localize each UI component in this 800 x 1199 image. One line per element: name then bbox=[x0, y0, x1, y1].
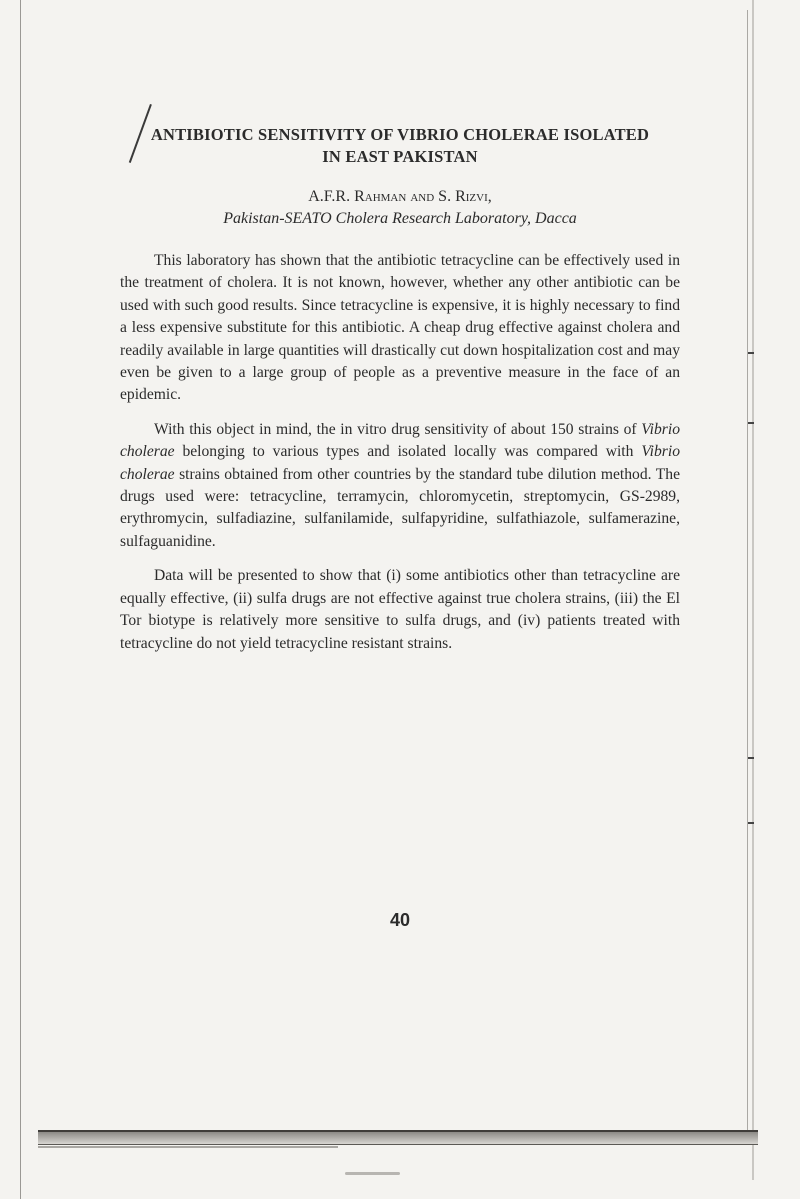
paragraph-2-text-c: strains obtained from other countries by the standard tube dilution method. The drugs used were: tetracycline, terramycin, chloromycetin, streptomycin, GS-2989, erythromycin, sulfadiazine, sulfanilamide, sulfapyridine, sulfathiazole, sulfamerazine, sulfaguanidine. bbox=[120, 465, 680, 550]
author-rahman: A.F.R. Rahman bbox=[308, 188, 407, 205]
paragraph-2 bbox=[120, 419, 680, 553]
paragraph-2-text-b: belonging to various types and isolated locally was compared with bbox=[182, 443, 634, 461]
author-line bbox=[120, 186, 680, 208]
author-rizvi: S. Rizvi, bbox=[438, 188, 492, 205]
page-number: 40 bbox=[389, 910, 411, 930]
page-edge-left bbox=[20, 0, 21, 1199]
organism-name-italic: Vibrio cholerae bbox=[120, 420, 680, 461]
author-conjunction: and bbox=[410, 188, 435, 205]
page-edge-right-shadow bbox=[752, 0, 754, 1180]
article-title-line1: ANTIBIOTIC SENSITIVITY OF VIBRIO CHOLERAE ISOLATED bbox=[150, 125, 650, 144]
margin-tick-mark bbox=[748, 822, 754, 824]
article-title-line2: IN EAST PAKISTAN bbox=[322, 147, 478, 166]
article-body bbox=[120, 124, 681, 930]
paragraph-2-text-a: With this object in mind, the in vitro drug sensitivity of about 150 strains of bbox=[154, 420, 637, 438]
paragraph-3 bbox=[120, 565, 680, 655]
page-edge-right bbox=[747, 10, 748, 1130]
page-bottom-binding-shadow bbox=[38, 1130, 758, 1145]
scan-smudge bbox=[345, 1172, 400, 1175]
margin-tick-mark bbox=[748, 757, 754, 759]
affiliation: Pakistan-SEATO Cholera Research Laboratory, Dacca bbox=[223, 210, 577, 227]
article-title bbox=[120, 124, 680, 168]
organism-name-italic: Vibrio cholerae bbox=[120, 443, 681, 483]
paragraph-1-text: This laboratory has shown that the antibiotic tetracycline can be effectively used in the treatment of cholera. It is not known, however, whether any other antibiotic can be used with such good results. Since tetracycline is expensive, it is highly necessary to find a less expensive substitute for this antibiotic. A cheap drug effective against cholera and readily available in large quantities will drastically cut down hospitalization cost and may even be given to a large group of people as a preventive measure in the face of an epidemic. bbox=[120, 252, 680, 404]
paragraph-1 bbox=[120, 250, 680, 407]
paragraph-3-text: Data will be presented to show that (i) some antibiotics other than tetracycline are equally effective, (ii) sulfa drugs are not effective against true cholera strains, (iii) the El Tor biotype is relatively more sensitive to sulfa drugs, and (iv) patients treated with tetracycline do not yield tetracycline resistant strains. bbox=[120, 567, 680, 652]
margin-tick-mark bbox=[748, 352, 754, 354]
margin-tick-mark bbox=[748, 422, 754, 424]
page-bottom-line bbox=[38, 1146, 338, 1148]
